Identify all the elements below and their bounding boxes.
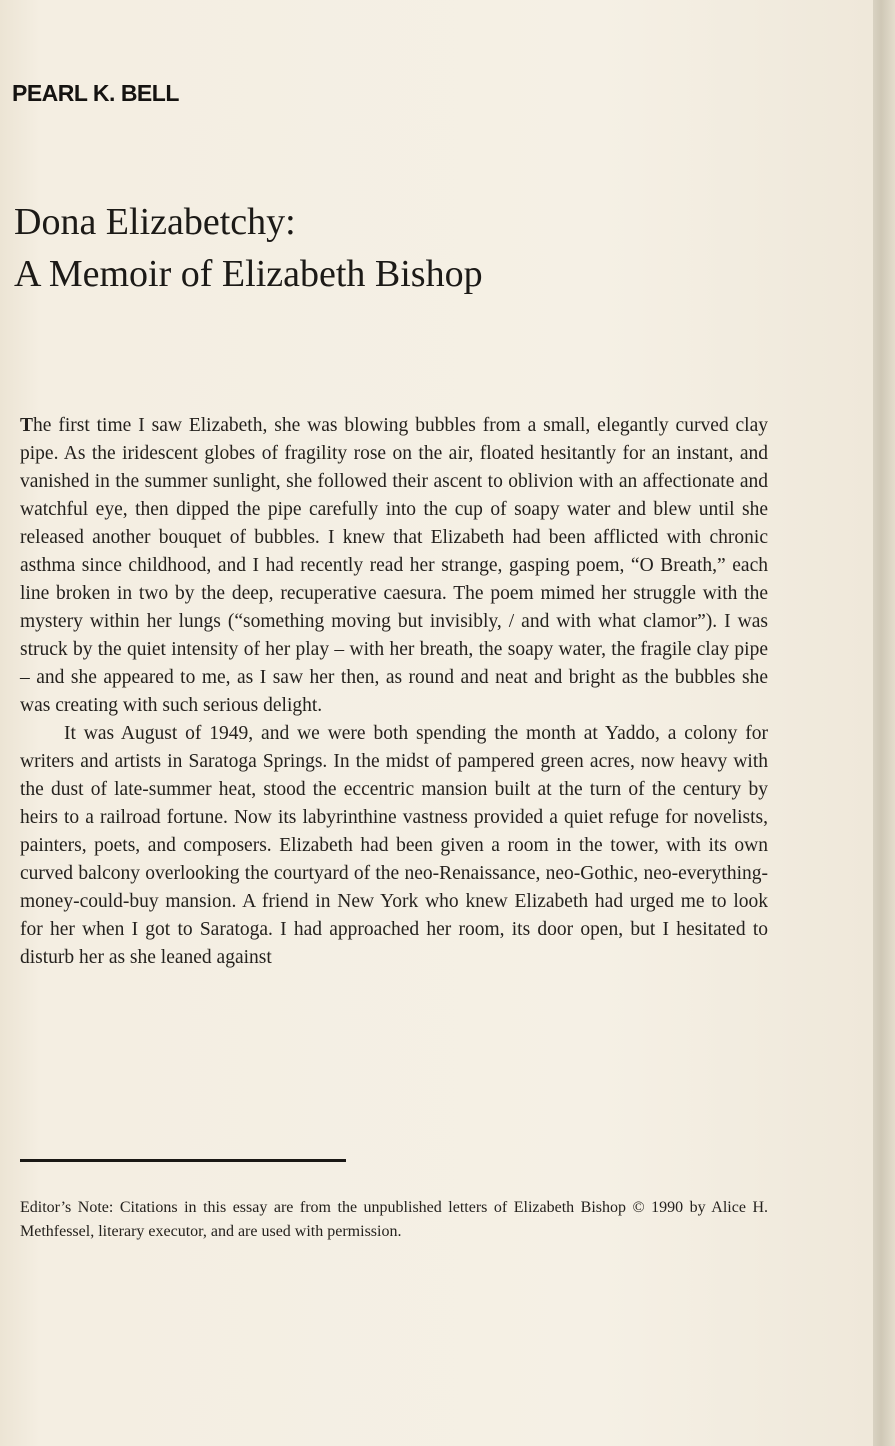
- paragraph-1: The first time I saw Elizabeth, she was blowing bubbles from a small, elegantly curved clay pipe. As the iridescent globes of fragility rose on the air, floated hesitantly for an instant, and vanished in the summer sunlight, she followed their ascent to oblivion with an affectionate and watchful eye, then dipped the pipe carefully into the cup of soapy water and blew until she released another bouquet of bubbles. I knew that Elizabeth had been afflicted with chronic asthma since childhood, and I had recently read her strange, gasping poem, “O Breath,” each line broken in two by the deep, recuperative caesura. The poem mimed her struggle with the mystery within her lungs (“something moving but invisibly, / and with what clamor”). I was struck by the quiet intensity of her play – with her breath, the soapy water, the fragile clay pipe – and she appeared to me, as I saw her then, as round and neat and bright as the bubbles she was creating with such serious delight.: [20, 415, 768, 716]
- editors-note-footnote: Editor’s Note: Citations in this essay are from the unpublished letters of Elizabeth Bishop © 1990 by Alice H. Methfessel, literary executor, and are used with permission.: [20, 1199, 768, 1240]
- author-name: PEARL K. BELL: [12, 80, 179, 106]
- title-line-2: A Memoir of Elizabeth Bishop: [14, 253, 483, 295]
- article-body: [20, 412, 768, 972]
- footnote-divider: [20, 1159, 346, 1162]
- book-gutter-edge: [873, 0, 895, 1446]
- title-line-1: Dona Elizabetchy:: [14, 201, 296, 243]
- article-title: [14, 196, 774, 300]
- paragraph-2: It was August of 1949, and we were both spending the month at Yaddo, a colony for writers and artists in Saratoga Springs. In the midst of pampered green acres, now heavy with the dust of late-summer heat, stood the eccentric mansion built at the turn of the century by heirs to a railroad fortune. Now its labyrinthine vastness provided a quiet refuge for novelists, painters, poets, and composers. Elizabeth had been given a room in the tower, with its own curved balcony overlooking the courtyard of the neo-Renaissance, neo-Gothic, neo-everything-money-could-buy mansion. A friend in New York who knew Elizabeth had urged me to look for her when I got to Saratoga. I had approached her room, its door open, but I hesitated to disturb her as she leaned against: [20, 723, 768, 968]
